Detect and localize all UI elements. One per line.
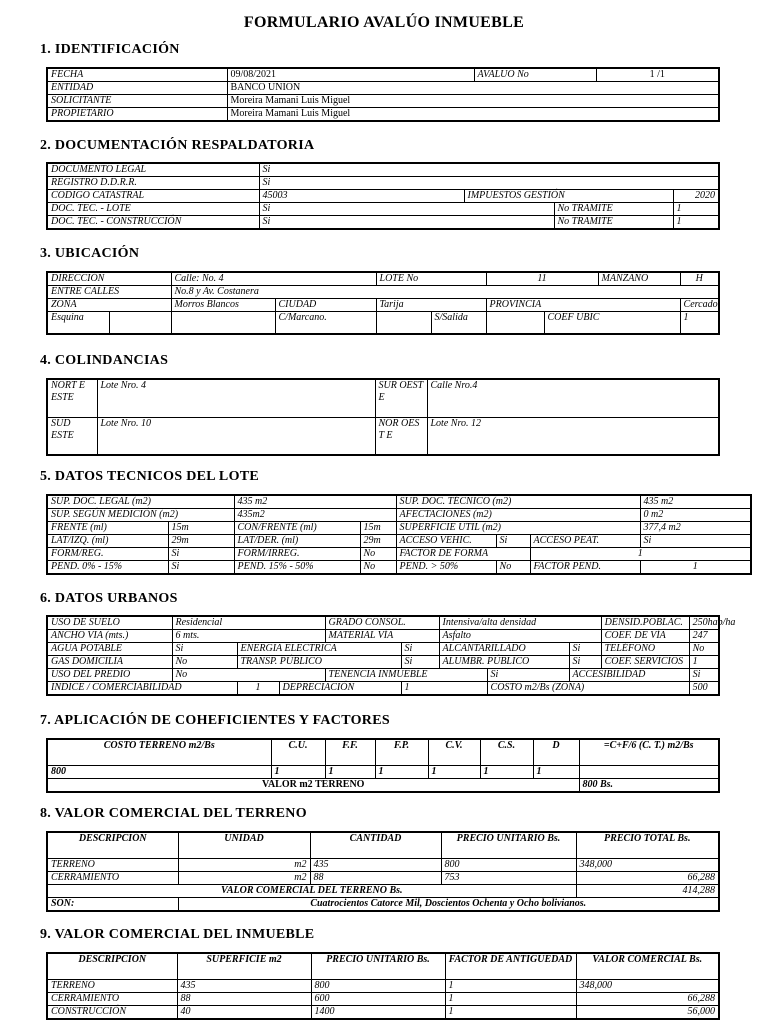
accesibilidad-label: ACCESIBILIDAD xyxy=(569,669,689,682)
ubicacion-table xyxy=(46,271,720,335)
telefono-value: No xyxy=(689,643,719,656)
ancho-via-label: ANCHO VIA (mts.) xyxy=(47,630,172,643)
coef-ubic-value: 1 xyxy=(680,312,719,334)
grado-consol-label: GRADO CONSOL. xyxy=(325,616,439,630)
impuestos-label: IMPUESTOS GESTIÓN xyxy=(464,190,673,203)
uso-suelo-value: Residencial xyxy=(172,616,325,630)
coef-value: 1 xyxy=(375,765,428,778)
catastral-label: CODIGO CATASTRAL xyxy=(47,190,259,203)
inmueble-cell: 1 xyxy=(445,1005,576,1019)
entidad-label: ENTIDAD xyxy=(47,82,227,95)
form-irreg-value: No xyxy=(360,548,396,561)
catastral-value: 45003 xyxy=(259,190,464,203)
avaluo-value: 1 /1 xyxy=(596,68,719,82)
indice-label: INDICE / COMERCIABILIDAD xyxy=(47,682,237,696)
sup-util-value: 377,4 m2 xyxy=(640,522,751,535)
terreno-cell: m2 xyxy=(178,871,310,884)
coef-header: C.V. xyxy=(428,739,480,765)
alcantarillado-label: ALCANTARILLADO xyxy=(439,643,569,656)
form-title: FORMULARIO AVALÚO INMUEBLE xyxy=(243,14,525,31)
zona-value: Morros Blancos xyxy=(171,299,275,312)
inmueble-header: PRECIO UNITARIO Bs. xyxy=(311,953,445,979)
uso-predio-label: USO DEL PREDIO xyxy=(47,669,172,682)
fecha-value: 09/08/2021 xyxy=(227,68,474,82)
acceso-vehic-label: ACCESO VEHIC. xyxy=(396,535,496,548)
inmueble-cell: CERRAMIENTO xyxy=(47,992,177,1005)
sud-este-value: Lote Nro. 10 xyxy=(97,417,375,455)
documentacion-table xyxy=(46,162,720,230)
zona-label: ZONA xyxy=(47,299,171,312)
terreno-cell: 800 xyxy=(441,858,576,871)
sup-legal-label: SUP. DOC. LEGAL (m2) xyxy=(47,495,234,509)
colindancias-table xyxy=(46,378,720,456)
lote-tramite-value: 1 xyxy=(673,203,719,216)
sup-tecnico-value: 435 m2 xyxy=(640,495,751,509)
frente-value: 15m xyxy=(168,522,234,535)
ancho-via-value: 6 mts. xyxy=(172,630,325,643)
coef-value: 1 xyxy=(428,765,480,778)
factor-pend-value: 1 xyxy=(640,561,751,575)
table-row xyxy=(47,992,719,1005)
terreno-cell: 66,288 xyxy=(576,871,719,884)
terreno-cell: TERRENO xyxy=(47,858,178,871)
valor-terreno-value: 414,288 xyxy=(576,884,719,897)
esquina-label: Esquina xyxy=(47,312,109,334)
uso-suelo-label: USO DE SUELO xyxy=(47,616,172,630)
factor-pend-label: FACTOR PEND. xyxy=(530,561,640,575)
coef-ubic-label: COEF UBIC xyxy=(544,312,680,334)
acceso-vehic-value: Si xyxy=(496,535,530,548)
coef-value: 1 xyxy=(271,765,325,778)
accesibilidad-value: Si xyxy=(689,669,719,682)
pend-2-value: No xyxy=(360,561,396,575)
direccion-label: DIRECCIÓN xyxy=(47,272,171,286)
inmueble-cell: 40 xyxy=(177,1005,311,1019)
valor-terreno-table xyxy=(46,831,720,912)
afectaciones-label: AFECTACIONES (m2) xyxy=(396,509,640,522)
inmueble-cell: 600 xyxy=(311,992,445,1005)
datos-tecnicos-table xyxy=(46,494,752,575)
tenencia-label: TENENCIA INMUEBLE xyxy=(325,669,487,682)
sur-oeste-value: Calle Nro.4 xyxy=(427,379,719,417)
coef-header: C.U. xyxy=(271,739,325,765)
table-row xyxy=(47,871,719,884)
impuestos-value: 2020 xyxy=(673,190,719,203)
coef-header: F.P. xyxy=(375,739,428,765)
doc-construccion-value: Si xyxy=(259,216,554,230)
propietario-value: Moreira Mamani Luis Miguel xyxy=(227,108,719,122)
doc-construccion-label: DOC. TEC. - CONSTRUCCIÓN xyxy=(47,216,259,230)
table-row xyxy=(47,858,719,871)
energia-value: Si xyxy=(401,643,439,656)
sur-oeste-label: SUR OEST E xyxy=(375,379,427,417)
ciudad-label: CIUDAD xyxy=(275,299,376,312)
terreno-cell: CERRAMIENTO xyxy=(47,871,178,884)
nor-oeste-value: Lote Nro. 12 xyxy=(427,417,719,455)
empty-cell xyxy=(171,312,275,334)
sup-tecnico-label: SUP. DOC. TÉCNICO (m2) xyxy=(396,495,640,509)
coef-via-value: 247 xyxy=(689,630,719,643)
form-reg-value: Si xyxy=(168,548,234,561)
inmueble-cell: 56,000 xyxy=(576,1005,719,1019)
terreno-header: CANTIDAD xyxy=(310,832,441,858)
transporte-label: TRANSP. PÚBLICO xyxy=(237,656,401,669)
inmueble-header: DESCRIPCIÓN xyxy=(47,953,177,979)
depreciacion-value: 1 xyxy=(401,682,487,696)
pend-1-label: PEND. 0% - 15% xyxy=(47,561,168,575)
marcano-value: C/Marcano. xyxy=(275,312,376,334)
sup-util-label: SUPERFICIE UTIL (m2) xyxy=(396,522,640,535)
conf-value: 15m xyxy=(360,522,396,535)
doc-legal-value: Si xyxy=(259,163,719,177)
empty-cell xyxy=(486,312,544,334)
terreno-header: UNIDAD xyxy=(178,832,310,858)
coef-header: D xyxy=(533,739,579,765)
registro-value: Si xyxy=(259,177,719,190)
sup-legal-value: 435 m2 xyxy=(234,495,396,509)
acceso-peat-label: ACCESO PEAT. xyxy=(530,535,640,548)
datos-urbanos-table xyxy=(46,615,736,696)
son-value: Cuatrocientos Catorce Mil, Doscientos Ochenta y Ocho bolivianos. xyxy=(178,897,719,911)
densid-label: DENSID.POBLAC. xyxy=(601,616,689,630)
solicitante-label: SOLICITANTE xyxy=(47,95,227,108)
terreno-cell: 88 xyxy=(310,871,441,884)
densid-value: 250hab/ha xyxy=(689,616,719,630)
coef-servicios-value: 1 xyxy=(689,656,719,669)
section-valor-terreno: 8. VALOR COMERCIAL DEL TERRENO xyxy=(40,806,307,821)
solicitante-value: Moreira Mamani Luis Miguel xyxy=(227,95,719,108)
entidad-value: BANCO UNION xyxy=(227,82,719,95)
lat-der-label: LAT/DER. (ml) xyxy=(234,535,360,548)
afectaciones-value: 0 m2 xyxy=(640,509,751,522)
nor-este-label: NORT E ESTE xyxy=(47,379,97,417)
sup-medicion-value: 435m2 xyxy=(234,509,396,522)
valor-terreno-label: VALOR COMERCIAL DEL TERRENO Bs. xyxy=(47,884,576,897)
inmueble-cell: 66,288 xyxy=(576,992,719,1005)
conf-label: CON/FRENTE (ml) xyxy=(234,522,360,535)
section-valor-inmueble: 9. VALOR COMERCIAL DEL INMUEBLE xyxy=(40,927,315,942)
table-row xyxy=(47,979,719,992)
section-ubicacion: 3. UBICACIÓN xyxy=(40,246,140,261)
terreno-cell: m2 xyxy=(178,858,310,871)
empty-cell xyxy=(376,312,431,334)
agua-value: Si xyxy=(172,643,237,656)
coef-header: C.S. xyxy=(480,739,533,765)
valor-m2-value: 800 Bs. xyxy=(579,778,719,792)
valor-m2-label: VALOR m2 TERRENO xyxy=(47,778,579,792)
pend-3-label: PEND. > 50% xyxy=(396,561,496,575)
terreno-cell: 753 xyxy=(441,871,576,884)
uso-predio-value: No xyxy=(172,669,325,682)
doc-legal-label: DOCUMENTO LEGAL xyxy=(47,163,259,177)
coeficientes-table xyxy=(46,738,720,793)
material-via-value: Asfalto xyxy=(439,630,601,643)
alumbrado-value: Si xyxy=(569,656,601,669)
coef-servicios-label: COEF. SERVICIOS xyxy=(601,656,689,669)
section-colindancias: 4. COLINDANCIAS xyxy=(40,353,169,368)
doc-lote-label: DOC. TEC. - LOTE xyxy=(47,203,259,216)
inmueble-cell: 1 xyxy=(445,979,576,992)
inmueble-cell: 435 xyxy=(177,979,311,992)
identificacion-table xyxy=(46,67,720,122)
form-reg-label: FORM/REG. xyxy=(47,548,168,561)
terreno-header: DESCRIPCIÓN xyxy=(47,832,178,858)
doc-lote-value: Si xyxy=(259,203,554,216)
coef-value: 1 xyxy=(325,765,375,778)
gas-value: No xyxy=(172,656,237,669)
terreno-header: PRECIO UNITARIO Bs. xyxy=(441,832,576,858)
frente-label: FRENTE (ml) xyxy=(47,522,168,535)
entre-calles-value: No.8 y Av. Costanera xyxy=(171,286,719,299)
inmueble-cell: 1 xyxy=(445,992,576,1005)
pend-2-label: PEND. 15% - 50% xyxy=(234,561,360,575)
fecha-label: FECHA xyxy=(47,68,227,82)
costo-zona-label: COSTO m2/Bs (ZONA) xyxy=(487,682,689,696)
coef-value: 800 xyxy=(47,765,271,778)
form-irreg-label: FORM/IRREG. xyxy=(234,548,360,561)
pend-3-value: No xyxy=(496,561,530,575)
lat-der-value: 29m xyxy=(360,535,396,548)
registro-label: REGISTRO D.D.R.R. xyxy=(47,177,259,190)
coef-value: 1 xyxy=(533,765,579,778)
terreno-cell: 435 xyxy=(310,858,441,871)
ciudad-value: Tarija xyxy=(376,299,486,312)
pend-1-value: Si xyxy=(168,561,234,575)
depreciacion-label: DEPRECIACIÓN xyxy=(279,682,401,696)
sup-medicion-label: SUP. SEGÚN MEDICIÓN (m2) xyxy=(47,509,234,522)
material-via-label: MATERIAL VÍA xyxy=(325,630,439,643)
lote-tramite-label: No TRAMITE xyxy=(554,203,673,216)
telefono-label: TELÉFONO xyxy=(601,643,689,656)
inmueble-cell: 800 xyxy=(311,979,445,992)
coef-value xyxy=(579,765,719,778)
coef-header: F.F. xyxy=(325,739,375,765)
provincia-label: PROVINCIA xyxy=(486,299,680,312)
alcantarillado-value: Si xyxy=(569,643,601,656)
son-label: SON: xyxy=(47,897,178,911)
acceso-peat-value: Si xyxy=(640,535,751,548)
costo-zona-value: 500 xyxy=(689,682,719,696)
coef-via-label: COEF. DE VÍA xyxy=(601,630,689,643)
inmueble-cell: CONSTRUCCIÓN xyxy=(47,1005,177,1019)
empty-cell xyxy=(109,312,171,334)
construccion-tramite-value: 1 xyxy=(673,216,719,230)
inmueble-cell: 348,000 xyxy=(576,979,719,992)
lat-izq-label: LAT/IZQ. (ml) xyxy=(47,535,168,548)
nor-este-value: Lote Nro. 4 xyxy=(97,379,375,417)
construccion-tramite-label: No TRAMITE xyxy=(554,216,673,230)
section-coeficientes: 7. APLICACIÓN DE COHEFICIENTES Y FACTORES xyxy=(40,713,390,728)
section-identificacion: 1. IDENTIFICACIÓN xyxy=(40,42,180,57)
direccion-value: Calle: No. 4 xyxy=(171,272,376,286)
lat-izq-value: 29m xyxy=(168,535,234,548)
grado-consol-value: Intensiva/alta densidad xyxy=(439,616,601,630)
entre-calles-label: ENTRE CALLES xyxy=(47,286,171,299)
provincia-value: Cercado xyxy=(680,299,719,312)
nor-oeste-label: NOR OEST E xyxy=(375,417,427,455)
salida-value: S/Salida xyxy=(431,312,486,334)
inmueble-header: FACTOR DE ANTIGUEDAD xyxy=(445,953,576,979)
coef-header: =C+F/6 (C. T.) m2/Bs xyxy=(579,739,719,765)
inmueble-header: SUPERFICIE m2 xyxy=(177,953,311,979)
terreno-cell: 348,000 xyxy=(576,858,719,871)
inmueble-cell: TERRENO xyxy=(47,979,177,992)
coef-header: COSTO TERRENO m2/Bs xyxy=(47,739,271,765)
gas-label: GAS DOMICILIA xyxy=(47,656,172,669)
lote-label: LOTE No xyxy=(376,272,486,286)
manzano-value: H xyxy=(680,272,719,286)
terreno-header: PRECIO TOTAL Bs. xyxy=(576,832,719,858)
alumbrado-label: ALUMBR. PÚBLICO xyxy=(439,656,569,669)
manzano-label: MANZANO xyxy=(598,272,680,286)
indice-value: 1 xyxy=(237,682,279,696)
propietario-label: PROPIETARIO xyxy=(47,108,227,122)
section-datos-urbanos: 6. DATOS URBANOS xyxy=(40,591,178,606)
energia-label: ENERGIA ELECTRICA xyxy=(237,643,401,656)
table-row xyxy=(47,1005,719,1019)
sud-este-label: SUD ESTE xyxy=(47,417,97,455)
lote-value: 11 xyxy=(486,272,598,286)
inmueble-cell: 1400 xyxy=(311,1005,445,1019)
coef-value: 1 xyxy=(480,765,533,778)
tenencia-value: Si xyxy=(487,669,569,682)
factor-forma-label: FACTOR DE FORMA xyxy=(396,548,530,561)
factor-forma-value: 1 xyxy=(530,548,751,561)
inmueble-header: VALOR COMERCIAL Bs. xyxy=(576,953,719,979)
transporte-value: Si xyxy=(401,656,439,669)
inmueble-cell: 88 xyxy=(177,992,311,1005)
agua-label: AGUA POTABLE xyxy=(47,643,172,656)
section-documentacion: 2. DOCUMENTACIÓN RESPALDATORIA xyxy=(40,138,315,153)
avaluo-label: AVALUO No xyxy=(474,68,596,82)
valor-inmueble-table xyxy=(46,952,720,1020)
section-datos-tecnicos: 5. DATOS TECNICOS DEL LOTE xyxy=(40,469,260,484)
